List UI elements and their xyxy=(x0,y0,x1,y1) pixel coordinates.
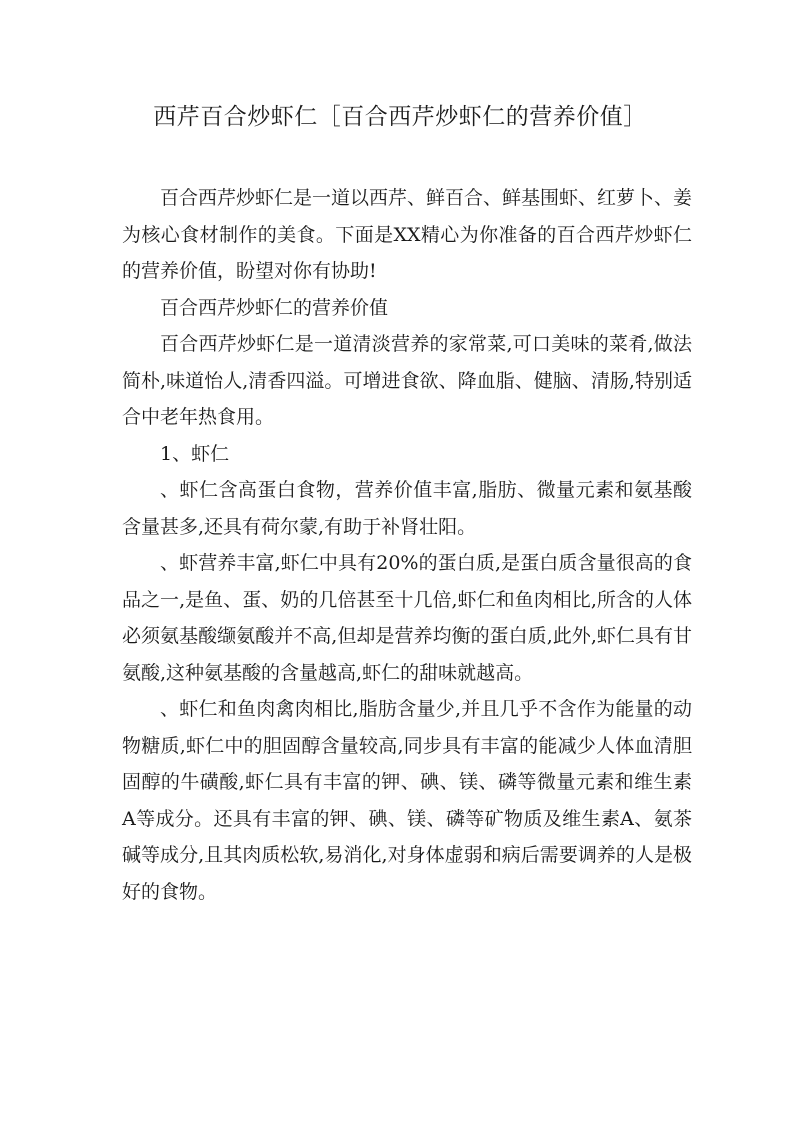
subsection-heading: 1、虾仁 xyxy=(160,442,230,465)
section-heading: 百合西芹炒虾仁的营养价值 xyxy=(160,296,389,319)
point-paragraph: 、虾营养丰富,虾仁中具有20%的蛋白质,是蛋白质含量很高的食品之一,是鱼、蛋、奶的几倍甚至十几倍,虾仁和鱼肉相比,所含的人体必须氨基酸缬氨酸并不高,但却是营养均衡的蛋白质,此外,虾仁具有甘氨酸,这种氨基酸的含量越高,虾仁的甜味就越高。 xyxy=(122,552,692,684)
intro-paragraph: 百合西芹炒虾仁是一道以西芹、鲜百合、鲜基围虾、红萝卜、姜为核心食材制作的美食。下面是XX精心为你准备的百合西芹炒虾仁的营养价值，盼望对你有协助! xyxy=(122,187,693,282)
point-paragraph: 、虾仁和鱼肉禽肉相比,脂肪含量少,并且几乎不含作为能量的动物糖质,虾仁中的胆固醇含量较高,同步具有丰富的能减少人体血清胆固醇的牛磺酸,虾仁具有丰富的钾、碘、镁、磷等微量元素和维生素A等成分。还具有丰富的钾、碘、镁、磷等矿物质及维生素A、氨茶碱等成分,且其肉质松软,易消化,对身体虚弱和病后需要调养的人是极好的食物。 xyxy=(122,698,692,903)
document-title: 西芹百合炒虾仁［百合西芹炒虾仁的营养价值］ xyxy=(153,104,647,130)
point-paragraph: 、虾仁含高蛋白食物，营养价值丰富,脂肪、微量元素和氨基酸含量甚多,还具有荷尔蒙,有助于补肾壮阳。 xyxy=(122,479,692,538)
document-body xyxy=(122,180,692,910)
summary-paragraph: 百合西芹炒虾仁是一道清淡营养的家常菜,可口美味的菜肴,做法简朴,味道怡人,清香四溢。可增进食欲、降血脂、健脑、清肠,特别适合中老年热食用。 xyxy=(122,333,692,428)
